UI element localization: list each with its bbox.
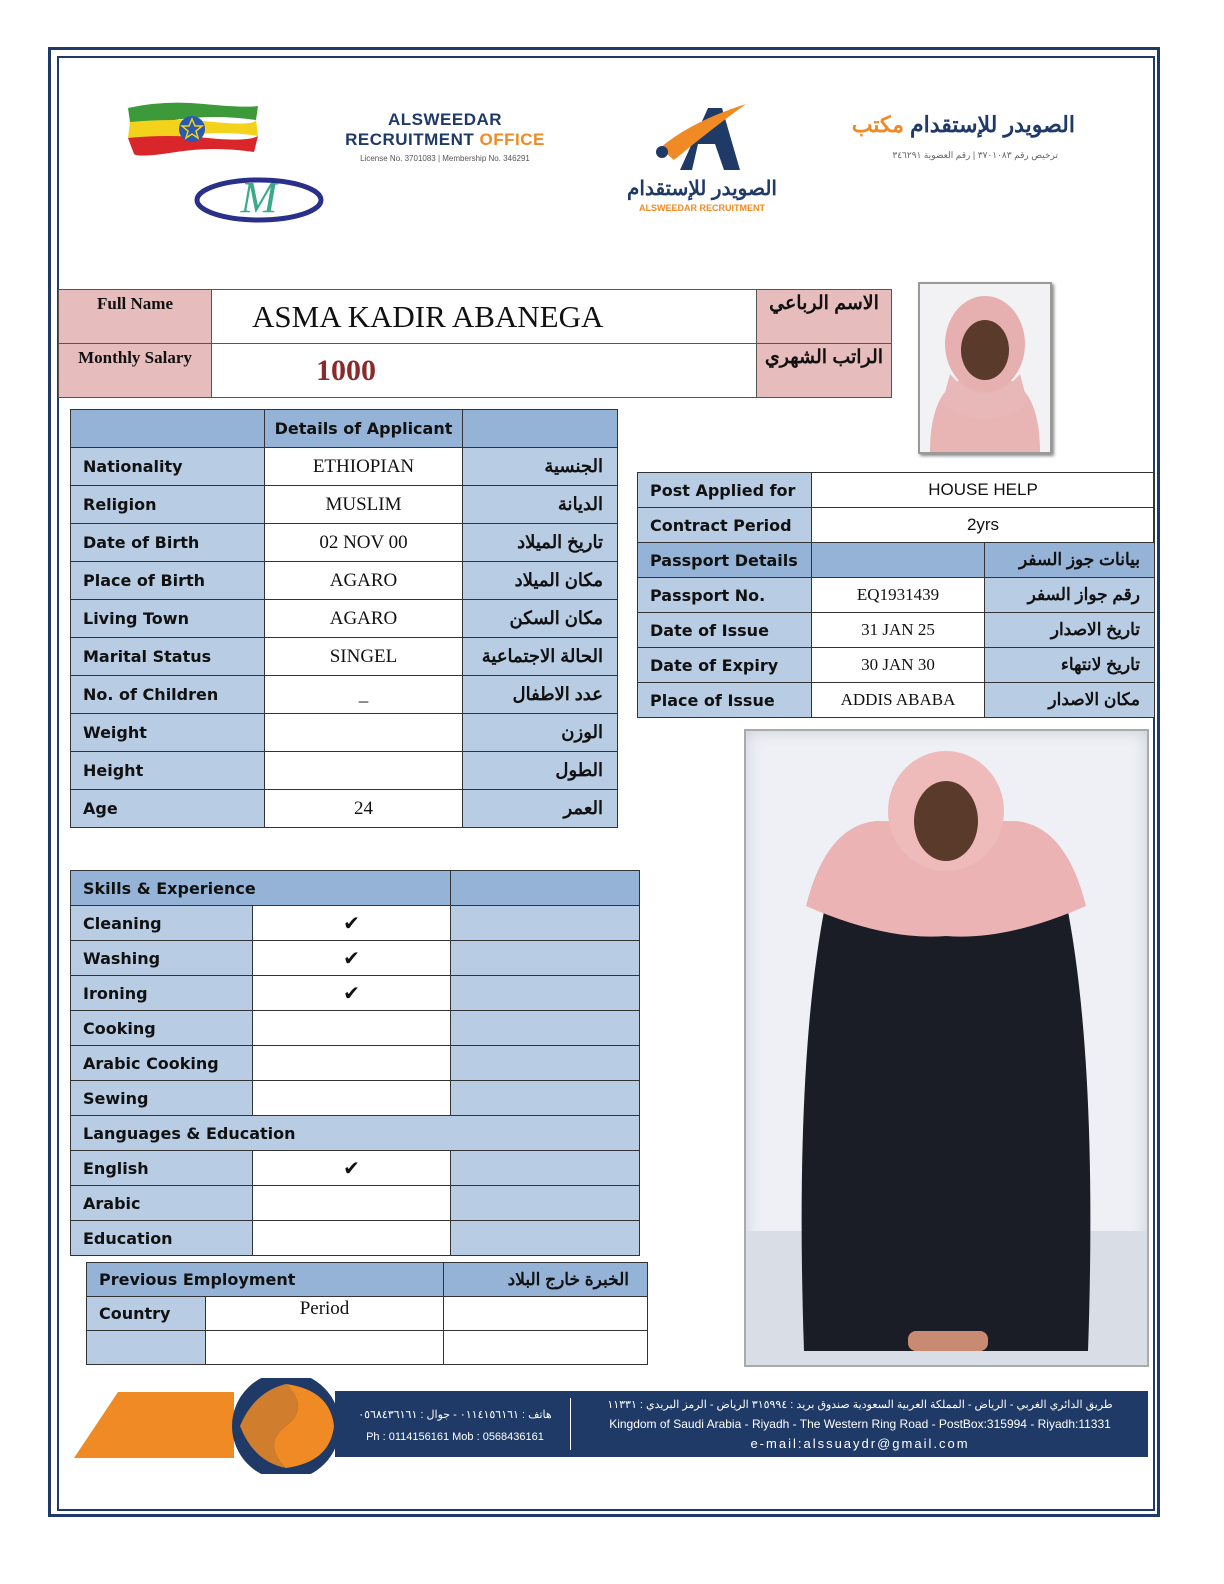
date-of-expiry-label: Date of Expiry bbox=[638, 648, 812, 683]
languages-education-title: Languages & Education bbox=[71, 1116, 640, 1151]
weight-arabic: الوزن bbox=[463, 714, 618, 752]
age-arabic: العمر bbox=[463, 790, 618, 828]
office-arabic-name bbox=[820, 112, 1075, 138]
post-applied-value: HOUSE HELP bbox=[812, 473, 1155, 508]
contract-period-value: 2yrs bbox=[812, 508, 1155, 543]
office-english-logo bbox=[330, 110, 560, 163]
office-arabic-name-prefix: مكتب bbox=[851, 112, 904, 137]
center-logo-arabic: الصويدر للإستقدام bbox=[627, 178, 777, 200]
name-salary-table bbox=[58, 289, 892, 398]
height-value bbox=[265, 752, 463, 790]
date-of-birth-label: Date of Birth bbox=[71, 524, 265, 562]
footer-address bbox=[580, 1396, 1140, 1453]
previous-employment-table bbox=[86, 1262, 648, 1365]
religion-arabic: الديانة bbox=[463, 486, 618, 524]
age-label: Age bbox=[71, 790, 265, 828]
license-membership: License No. 3701083 | Membership No. 346291 bbox=[360, 154, 530, 163]
skills-title: Skills & Experience bbox=[71, 871, 451, 906]
skill-washing-check: ✔ bbox=[253, 941, 451, 976]
footer-phones bbox=[345, 1404, 565, 1448]
footer-address-arabic: طريق الدائري الغربي - الرياض - المملكة العربية السعودية صندوق بريد : ٣١٥٩٩٤ الرياض - الرمز البريدي : ١١٣٣١ bbox=[607, 1399, 1113, 1411]
full-name-value: ASMA KADIR ABANEGA bbox=[212, 290, 757, 344]
contract-period-label: Contract Period bbox=[638, 508, 812, 543]
skill-ironing-check: ✔ bbox=[253, 976, 451, 1011]
religion-value: MUSLIM bbox=[265, 486, 463, 524]
previous-employment-arabic: الخبرة خارج البلاد bbox=[444, 1263, 648, 1297]
full-name-label: Full Name bbox=[59, 290, 212, 344]
place-of-issue-arabic: مكان الاصدار bbox=[985, 683, 1155, 718]
footer-logo-shape-icon bbox=[74, 1378, 344, 1474]
place-of-issue-label: Place of Issue bbox=[638, 683, 812, 718]
weight-value bbox=[265, 714, 463, 752]
lang-english-label: English bbox=[71, 1151, 253, 1186]
office-arabic-name-main: الصويدر للإستقدام bbox=[910, 112, 1075, 137]
office-name-line1: ALSWEEDAR bbox=[387, 110, 503, 129]
skill-washing-label: Washing bbox=[71, 941, 253, 976]
monthly-salary-arabic: الراتب الشهري bbox=[757, 344, 892, 398]
skill-ironing-label: Ironing bbox=[71, 976, 253, 1011]
education-value bbox=[253, 1221, 451, 1256]
applicant-full-body-photo bbox=[744, 729, 1149, 1367]
lang-arabic-check bbox=[253, 1186, 451, 1221]
skill-cleaning-label: Cleaning bbox=[71, 906, 253, 941]
nationality-value: ETHIOPIAN bbox=[265, 448, 463, 486]
skill-cleaning-check: ✔ bbox=[253, 906, 451, 941]
living-town-value: AGARO bbox=[265, 600, 463, 638]
place-of-issue-value: ADDIS ABABA bbox=[812, 683, 985, 718]
office-name-recruitment: RECRUITMENT bbox=[345, 130, 475, 149]
place-of-birth-label: Place of Birth bbox=[71, 562, 265, 600]
footer-separator bbox=[570, 1398, 571, 1450]
passport-no-label: Passport No. bbox=[638, 578, 812, 613]
previous-employment-title: Previous Employment bbox=[87, 1263, 444, 1297]
date-of-issue-arabic: تاريخ الاصدار bbox=[985, 613, 1155, 648]
children-arabic: عدد الاطفال bbox=[463, 676, 618, 714]
post-passport-table bbox=[637, 472, 1155, 718]
passport-no-arabic: رقم جواز السفر bbox=[985, 578, 1155, 613]
skill-sewing-label: Sewing bbox=[71, 1081, 253, 1116]
alsweedar-logo-icon bbox=[630, 100, 750, 180]
age-value: 24 bbox=[265, 790, 463, 828]
skill-cooking-label: Cooking bbox=[71, 1011, 253, 1046]
passport-details-heading: Passport Details bbox=[638, 543, 812, 578]
marital-status-value: SINGEL bbox=[265, 638, 463, 676]
office-arabic-license: ترخيص رقم ٣٧٠١٠٨٣ | رقم العضوية ٣٤٦٢٩١ bbox=[892, 150, 1058, 160]
children-value: _ bbox=[265, 676, 463, 714]
height-label: Height bbox=[71, 752, 265, 790]
m-logo-icon bbox=[193, 172, 325, 224]
monthly-salary-label: Monthly Salary bbox=[59, 344, 212, 398]
skills-experience-table bbox=[70, 870, 640, 1256]
date-of-birth-arabic: تاريخ الميلاد bbox=[463, 524, 618, 562]
m-logo-text: M bbox=[240, 173, 278, 222]
center-logo-english: ALSWEEDAR RECRUITMENT bbox=[639, 203, 765, 213]
applicant-portrait-photo bbox=[918, 282, 1052, 454]
marital-status-label: Marital Status bbox=[71, 638, 265, 676]
place-of-birth-arabic: مكان الميلاد bbox=[463, 562, 618, 600]
living-town-label: Living Town bbox=[71, 600, 265, 638]
marital-status-arabic: الحالة الاجتماعية bbox=[463, 638, 618, 676]
footer-phones-arabic: هاتف : ٠١١٤١٥٦١٦١ - جوال : ٠٥٦٨٤٣٦١٦١ bbox=[358, 1409, 552, 1421]
living-town-arabic: مكان السكن bbox=[463, 600, 618, 638]
weight-label: Weight bbox=[71, 714, 265, 752]
lang-english-check: ✔ bbox=[253, 1151, 451, 1186]
applicant-details-table bbox=[70, 409, 618, 828]
children-label: No. of Children bbox=[71, 676, 265, 714]
period-label: Period bbox=[206, 1297, 444, 1331]
monthly-salary-value: 1000 bbox=[212, 344, 757, 398]
religion-label: Religion bbox=[71, 486, 265, 524]
passport-no-value: EQ1931439 bbox=[812, 578, 985, 613]
post-applied-label: Post Applied for bbox=[638, 473, 812, 508]
nationality-label: Nationality bbox=[71, 448, 265, 486]
date-of-expiry-arabic: تاريخ لانتهاء bbox=[985, 648, 1155, 683]
height-arabic: الطول bbox=[463, 752, 618, 790]
ethiopia-flag-icon bbox=[124, 100, 262, 156]
footer-phones-english: Ph : 0114156161 Mob : 0568436161 bbox=[366, 1431, 544, 1443]
skill-arabic-cooking-check bbox=[253, 1046, 451, 1081]
country-label: Country bbox=[87, 1297, 206, 1331]
full-name-arabic: الاسم الرباعي bbox=[757, 290, 892, 344]
date-of-issue-value: 31 JAN 25 bbox=[812, 613, 985, 648]
skill-cooking-check bbox=[253, 1011, 451, 1046]
nationality-arabic: الجنسية bbox=[463, 448, 618, 486]
date-of-expiry-value: 30 JAN 30 bbox=[812, 648, 985, 683]
place-of-birth-value: AGARO bbox=[265, 562, 463, 600]
office-name-office: OFFICE bbox=[479, 130, 545, 149]
skill-sewing-check bbox=[253, 1081, 451, 1116]
office-name-line2 bbox=[330, 130, 560, 150]
footer-email: e-mail:alssuaydr@gmail.com bbox=[750, 1436, 970, 1451]
lang-arabic-label: Arabic bbox=[71, 1186, 253, 1221]
details-title: Details of Applicant bbox=[265, 410, 463, 448]
education-label: Education bbox=[71, 1221, 253, 1256]
date-of-birth-value: 02 NOV 00 bbox=[265, 524, 463, 562]
footer-address-english: Kingdom of Saudi Arabia - Riyadh - The Western Ring Road - PostBox:315994 - Riyadh:11331 bbox=[609, 1417, 1111, 1431]
skill-arabic-cooking-label: Arabic Cooking bbox=[71, 1046, 253, 1081]
passport-details-arabic: بيانات جوز السفر bbox=[985, 543, 1155, 578]
date-of-issue-label: Date of Issue bbox=[638, 613, 812, 648]
